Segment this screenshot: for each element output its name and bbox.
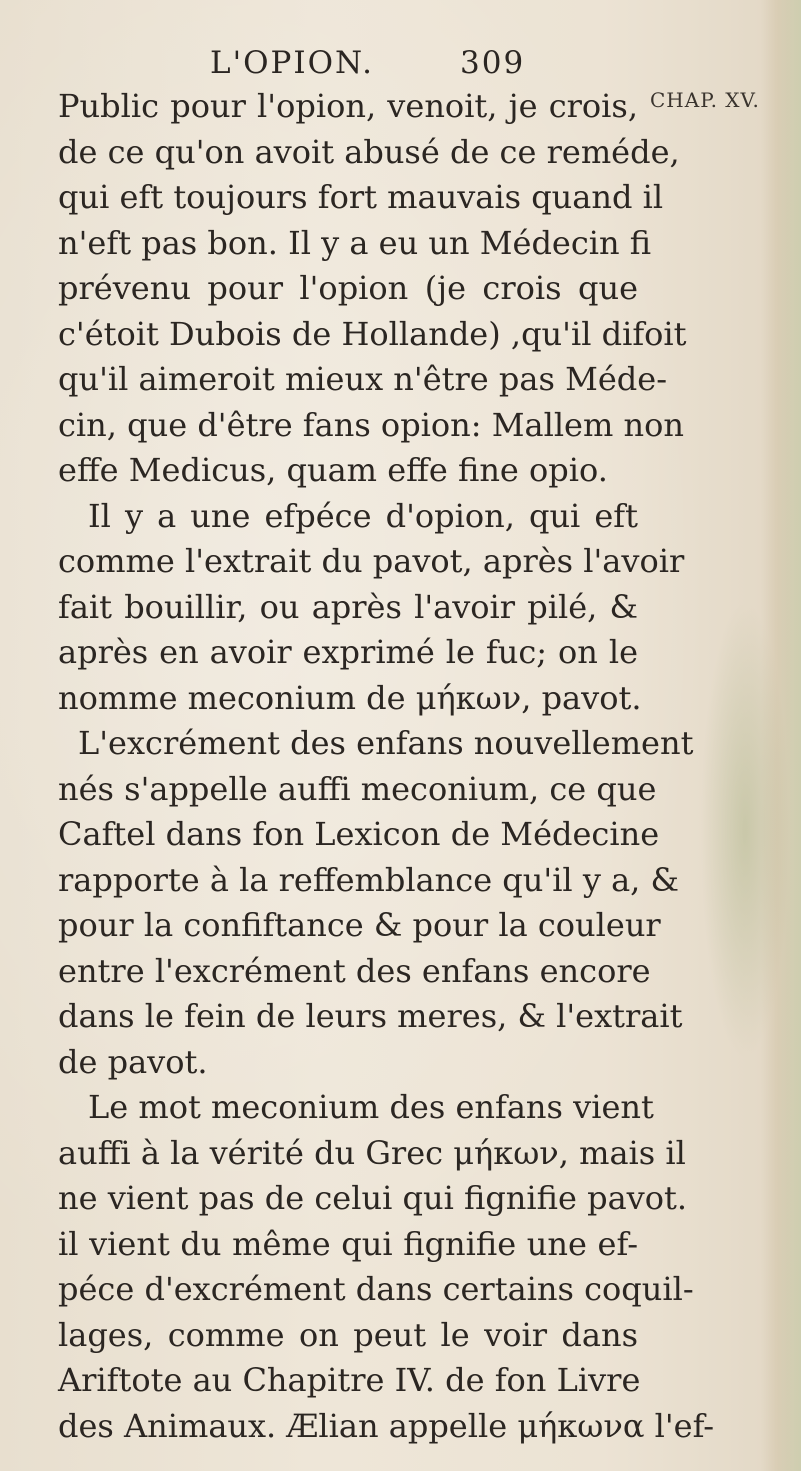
text-line: des Animaux. Ælian appelle μήκωνα l'ef- <box>58 1406 715 1445</box>
text-line: après en avoir exprimé le fuc; on le <box>58 633 638 671</box>
text-line: rapporte à la reffemblance qu'il y a, & <box>58 860 679 899</box>
text-line: il vient du même qui fignifie une ef- <box>58 1224 638 1263</box>
text-line: Le mot meconium des enfans vient <box>88 1088 654 1126</box>
text-line: cin, que d'être fans opion: Mallem non <box>58 405 684 444</box>
text-line: lages, comme on peut le voir dans <box>58 1315 638 1354</box>
text-line: Public pour l'opion, venoit, je crois, <box>58 87 638 125</box>
text-line: pour la confiftance & pour la couleur <box>58 906 661 944</box>
text-line: dans le fein de leurs meres, & l'extrait <box>58 997 683 1035</box>
chapter-marker: CHAP. XV. <box>650 88 760 112</box>
running-title: L'OPION. <box>210 45 375 81</box>
text-line: de ce qu'on avoit abusé de ce reméde, <box>58 132 680 171</box>
running-header <box>210 45 590 85</box>
text-line: nomme meconium de μήκων, pavot. <box>58 678 642 717</box>
text-line: entre l'excrément des enfans encore <box>58 951 651 990</box>
text-line: qui eft toujours fort mauvais quand il <box>58 178 664 216</box>
text-line: qu'il aimeroit mieux n'être pas Méde- <box>58 360 667 398</box>
text-line: L'excrément des enfans nouvellement <box>78 724 694 762</box>
paper-stain <box>700 600 790 1060</box>
text-line: effe Medicus, quam effe fine opio. <box>58 451 608 489</box>
text-line: c'étoit Dubois de Hollande) ,qu'il difoit <box>58 314 687 353</box>
text-line: n'eft pas bon. Il y a eu un Médecin fi <box>58 223 652 262</box>
text-line: nés s'appelle auffi meconium, ce que <box>58 769 657 808</box>
text-line: ne vient pas de celui qui fignifie pavot. <box>58 1179 688 1217</box>
text-line: Il y a une efpéce d'opion, qui eft <box>88 496 638 535</box>
text-line: prévenu pour l'opion (je crois que <box>58 269 638 307</box>
text-line: comme l'extrait du pavot, après l'avoir <box>58 542 685 580</box>
text-line: Ariftote au Chapitre IV. de fon Livre <box>58 1361 641 1399</box>
text-line: de pavot. <box>58 1042 208 1081</box>
text-line: péce d'excrément dans certains coquil- <box>58 1270 694 1308</box>
text-line: Caftel dans fon Lexicon de Médecine <box>58 815 660 853</box>
page-number: 309 <box>460 45 526 81</box>
text-line: auffi à la vérité du Grec μήκων, mais il <box>58 1133 686 1172</box>
text-line: fait bouillir, ou après l'avoir pilé, & <box>58 587 638 626</box>
